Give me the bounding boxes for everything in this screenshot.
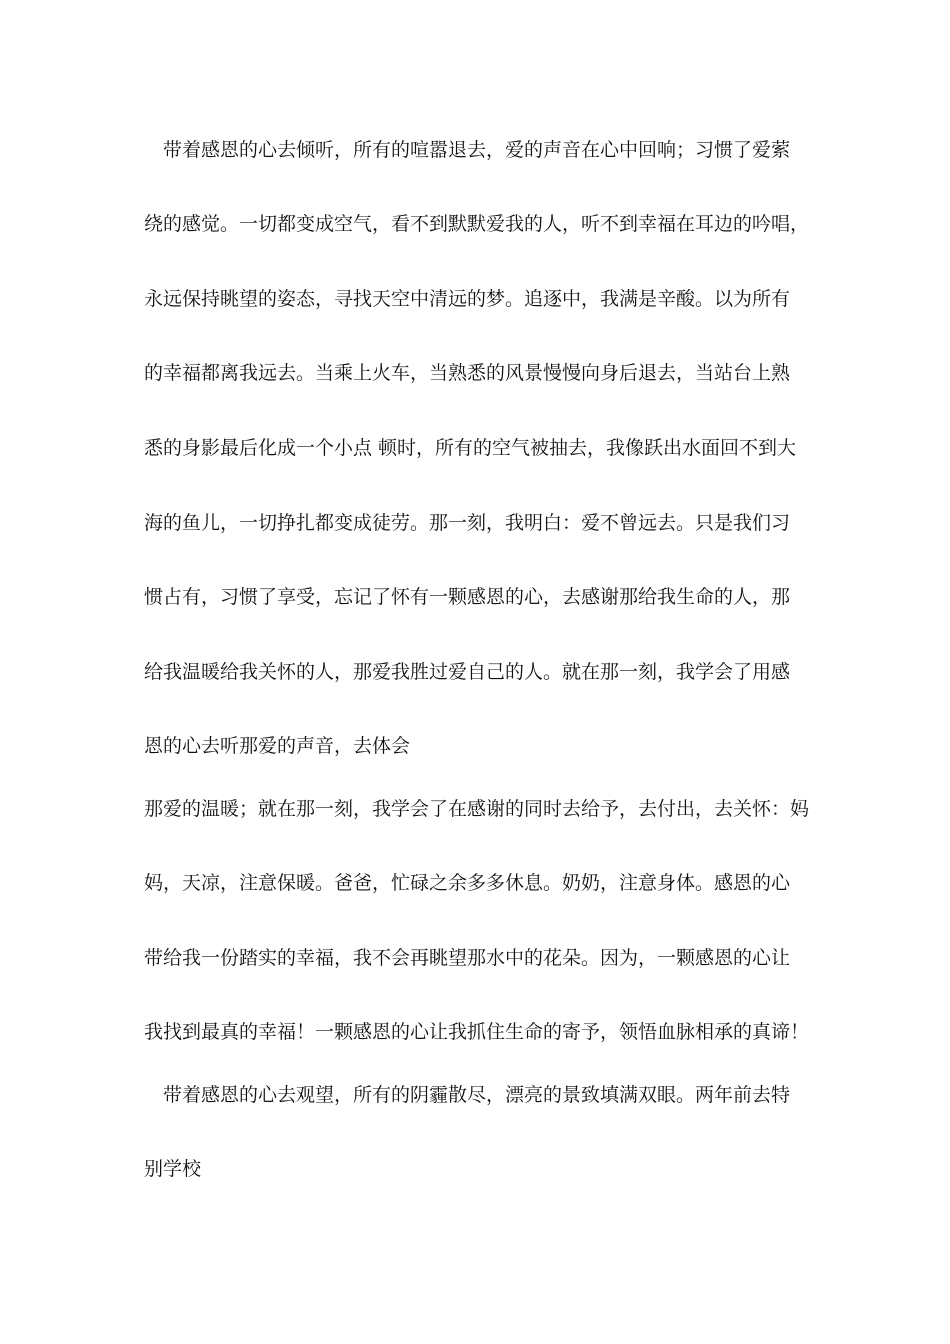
text-line: 悉的身影最后化成一个小点 顿时，所有的空气被抽去，我像跃出水面回不到大 bbox=[144, 437, 797, 459]
text-line: 我找到最真的幸福！一颗感恩的心让我抓住生命的寄予，领悟血脉相承的真谛！ bbox=[144, 1021, 810, 1043]
text-line: 妈，天凉，注意保暖。爸爸，忙碌之余多多休息。奶奶，注意身体。感恩的心 bbox=[144, 872, 791, 894]
text-line: 别学校 bbox=[144, 1158, 202, 1180]
text-line: 绕的感觉。一切都变成空气，看不到默默爱我的人，听不到幸福在耳边的吟唱， bbox=[144, 213, 810, 235]
text-line: 给我温暖给我关怀的人，那爱我胜过爱自己的人。就在那一刻，我学会了用感 bbox=[144, 661, 791, 683]
text-line: 恩的心去听那爱的声音，去体会 bbox=[144, 735, 411, 757]
text-line: 的幸福都离我远去。当乘上火车，当熟悉的风景慢慢向身后退去，当站台上熟 bbox=[144, 362, 791, 384]
text-line: 惯占有，习惯了享受，忘记了怀有一颗感恩的心，去感谢那给我生命的人，那 bbox=[144, 586, 791, 608]
text-line: 带着感恩的心去观望，所有的阴霾散尽，漂亮的景致填满双眼。两年前去特 bbox=[144, 1084, 791, 1106]
text-line: 那爱的温暖；就在那一刻，我学会了在感谢的同时去给予，去付出，去关怀：妈 bbox=[144, 798, 810, 820]
text-line: 带给我一份踏实的幸福，我不会再眺望那水中的花朵。因为，一颗感恩的心让 bbox=[144, 947, 791, 969]
text-line: 永远保持眺望的姿态，寻找天空中清远的梦。追逐中，我满是辛酸。以为所有 bbox=[144, 288, 791, 310]
text-line: 海的鱼儿，一切挣扎都变成徒劳。那一刻，我明白：爱不曾远去。只是我们习 bbox=[144, 512, 791, 534]
text-line: 带着感恩的心去倾听，所有的喧嚣退去，爱的声音在心中回响；习惯了爱萦 bbox=[144, 139, 791, 161]
